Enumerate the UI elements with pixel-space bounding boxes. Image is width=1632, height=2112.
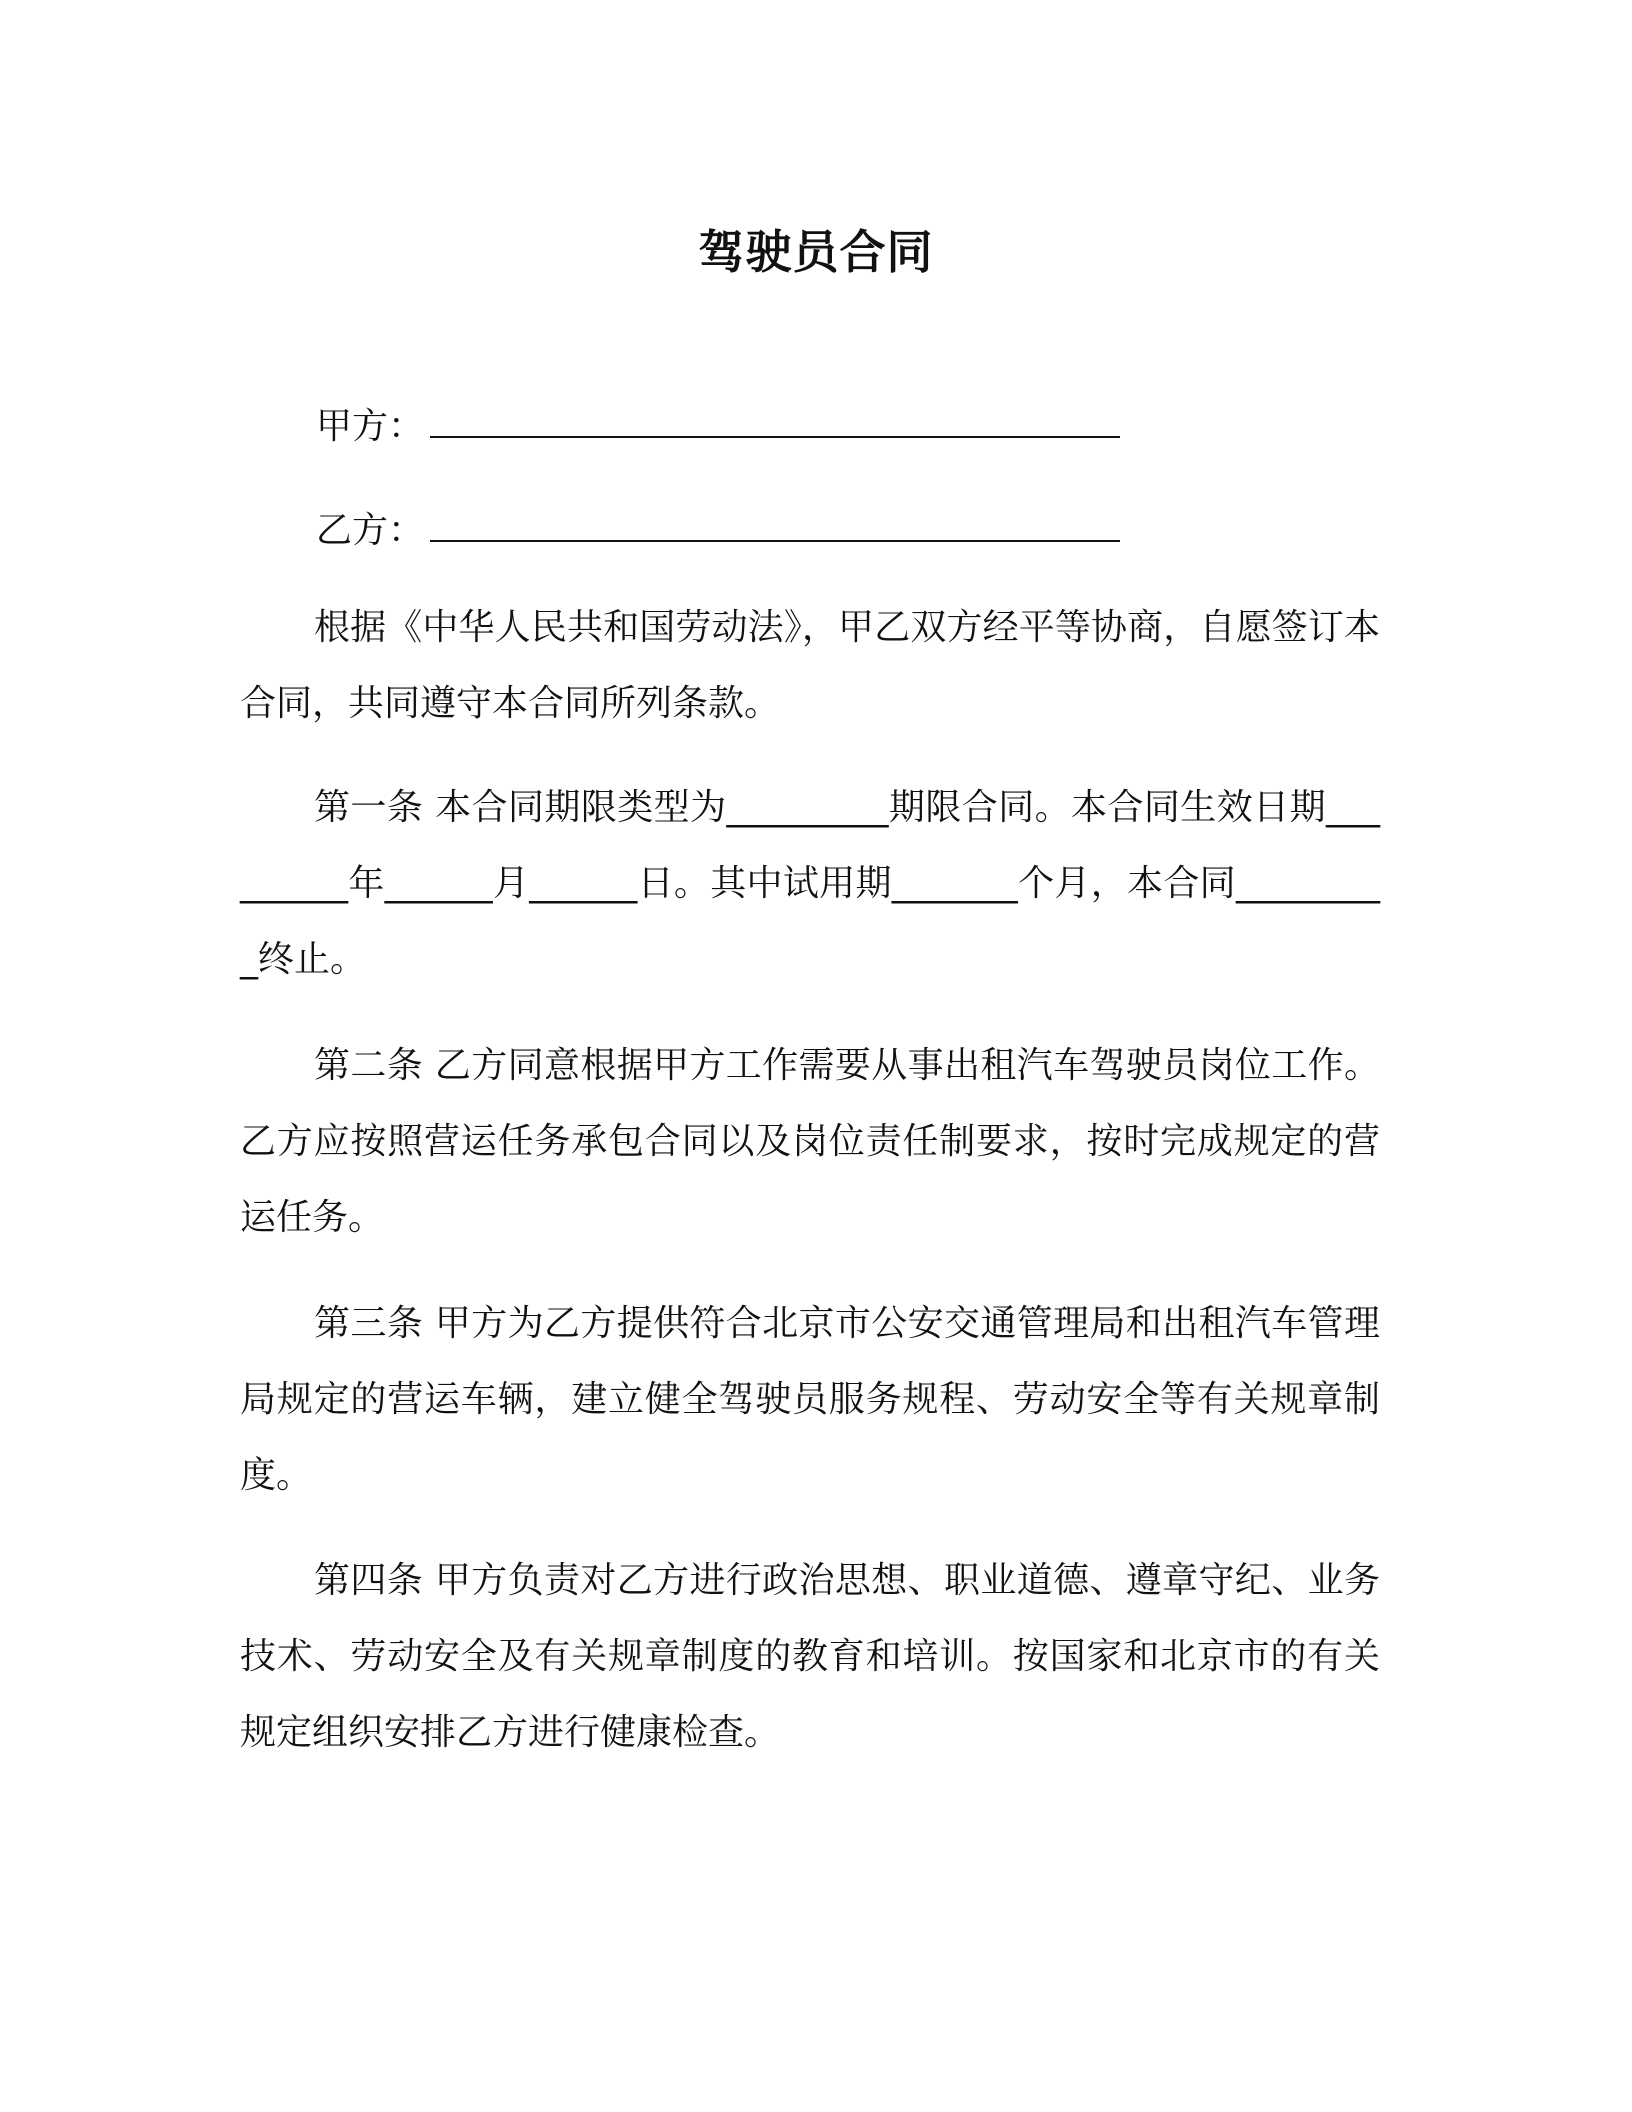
party-a-blank [430, 435, 1120, 438]
party-b-blank [430, 539, 1120, 542]
article-3: 第三条 甲方为乙方提供符合北京市公安交通管理局和出租汽车管理局规定的营运车辆，建立健全驾驶员服务规程、劳动安全等有关规章制度。 [240, 1303, 1380, 1496]
article-2: 第二条 乙方同意根据甲方工作需要从事出租汽车驾驶员岗位工作。乙方应按照营运任务承包合同以及岗位责任制要求，按时完成规定的营运任务。 [240, 1045, 1380, 1238]
party-b-line [316, 506, 1120, 556]
intro-paragraph: 根据《中华人民共和国劳动法》，甲乙双方经平等协商，自愿签订本合同，共同遵守本合同所列条款。 [240, 607, 1380, 724]
party-b-label: 乙方： [316, 510, 425, 551]
document-title: 驾驶员合同 [698, 225, 934, 279]
article-1: 第一条 本合同期限类型为_________期限合同。本合同生效日期_________年______月______日。其中试用期_______个月，本合同_________终止。 [240, 787, 1380, 980]
party-a-line [316, 402, 1120, 452]
article-4: 第四条 甲方负责对乙方进行政治思想、职业道德、遵章守纪、业务技术、劳动安全及有关规章制度的教育和培训。按国家和北京市的有关规定组织安排乙方进行健康检查。 [240, 1560, 1380, 1753]
party-a-label: 甲方： [316, 406, 425, 447]
